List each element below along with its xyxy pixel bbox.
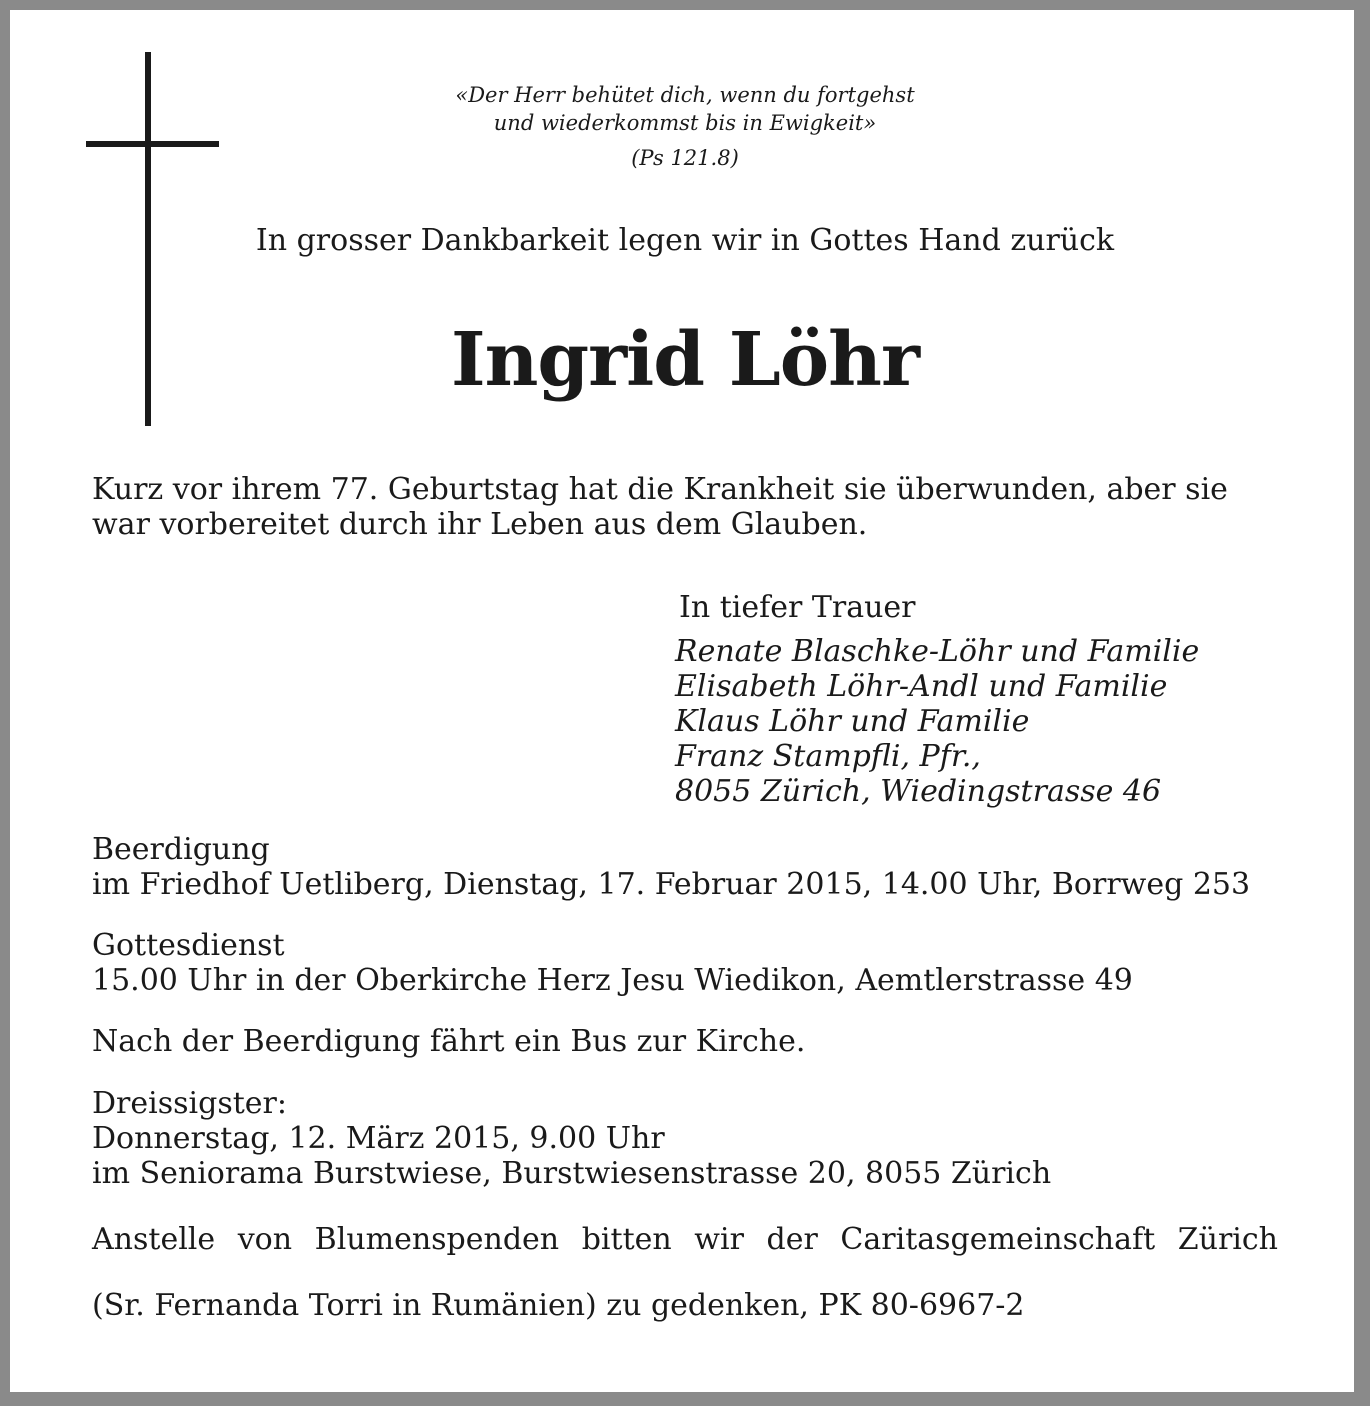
mourner-name: Klaus Löhr und Familie: [675, 704, 1030, 739]
mourners-heading: In tiefer Trauer: [679, 590, 916, 625]
burial-label: Beerdigung: [92, 832, 270, 867]
tribute-line-1: Kurz vor ihrem 77. Geburtstag hat die Krankheit sie überwunden, aber sie: [92, 472, 1228, 507]
burial-details: im Friedhof Uetliberg, Dienstag, 17. Februar 2015, 14.00 Uhr, Borrweg 253: [92, 867, 1251, 902]
verse-line-1: «Der Herr behütet dich, wenn du fortgehst: [455, 83, 915, 107]
intro-line: In grosser Dankbarkeit legen wir in Gottes Hand zurück: [255, 223, 1115, 258]
bus-note: Nach der Beerdigung fährt ein Bus zur Kirche.: [92, 1024, 806, 1059]
donation-line-1: Anstelle von Blumenspenden bitten wir der Caritasgemeinschaft Zürich: [92, 1222, 1278, 1257]
tribute-line-2: war vorbereitet durch ihr Leben aus dem Glauben.: [92, 507, 868, 542]
mourner-name: Franz Stampfli, Pfr.,: [675, 739, 981, 774]
deceased-name: Ingrid Löhr: [451, 317, 919, 403]
verse-reference: (Ps 121.8): [631, 146, 739, 170]
verse-line-2: und wiederkommst bis in Ewigkeit»: [493, 111, 877, 135]
mourner-name: Elisabeth Löhr-Andl und Familie: [675, 669, 1168, 704]
service-label: Gottesdienst: [92, 928, 285, 963]
thirtieth-label: Dreissigster:: [92, 1086, 287, 1121]
donation-line-2: (Sr. Fernanda Torri in Rumänien) zu gedenken, PK 80-6967-2: [92, 1288, 1025, 1323]
thirtieth-place: im Seniorama Burstwiese, Burstwiesenstrasse 20, 8055 Zürich: [92, 1156, 1052, 1191]
thirtieth-date: Donnerstag, 12. März 2015, 9.00 Uhr: [92, 1121, 665, 1156]
mourner-name: Renate Blaschke-Löhr und Familie: [675, 634, 1200, 669]
service-details: 15.00 Uhr in der Oberkirche Herz Jesu Wiedikon, Aemtlerstrasse 49: [92, 963, 1133, 998]
mourner-address: 8055 Zürich, Wiedingstrasse 46: [675, 774, 1162, 809]
